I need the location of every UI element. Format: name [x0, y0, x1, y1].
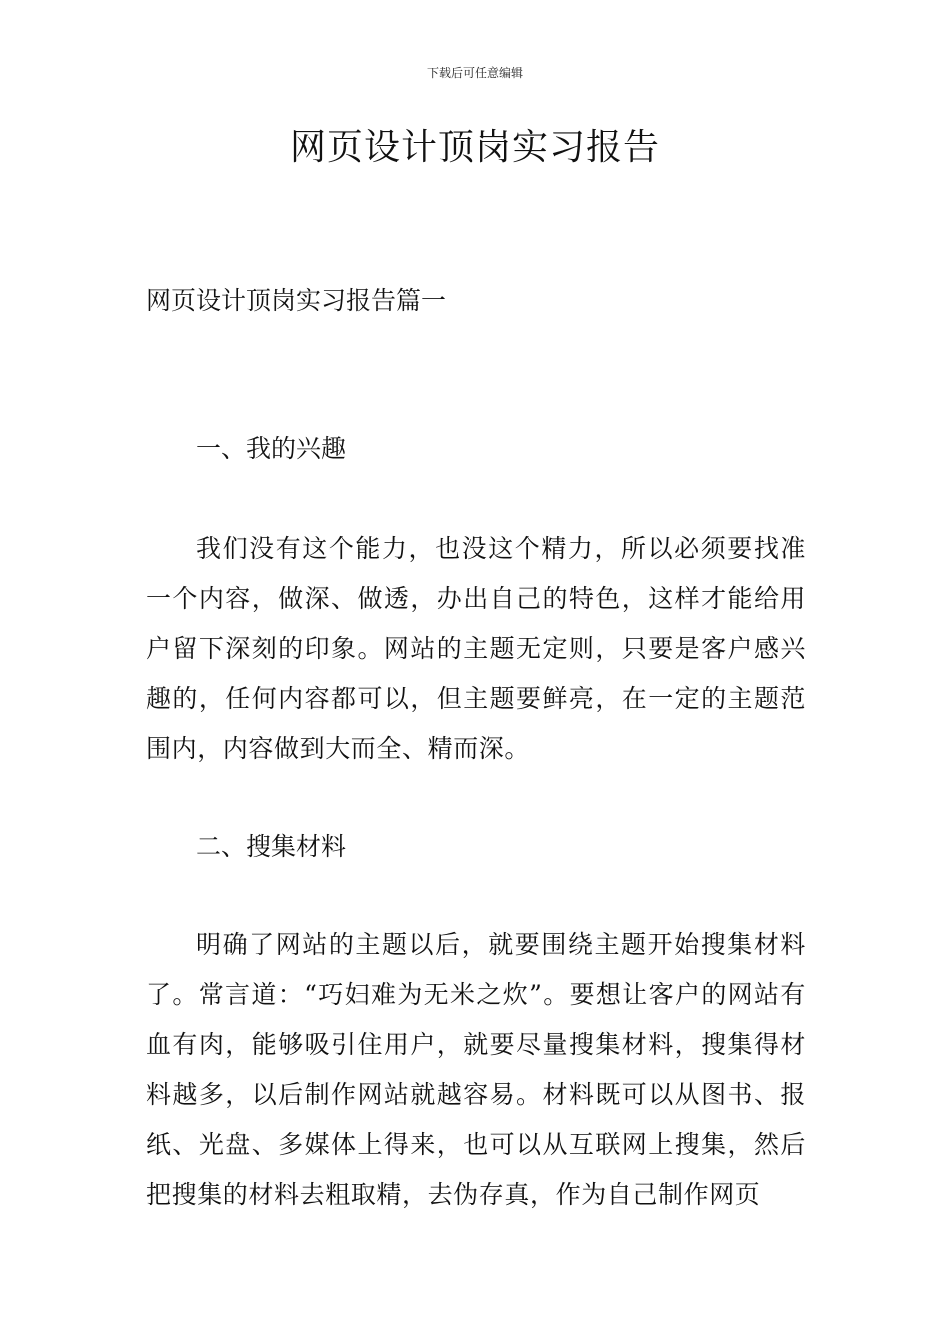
section-paragraph-interest: 我们没有这个能力，也没这个精力，所以必须要找准一个内容，做深、做透，办出自己的特色，这样才能给用户留下深刻的印象。网站的主题无定则，只要是客户感兴趣的，任何内容都可以，但主题要鲜亮，在一定的主题范围内，内容做到大而全、精而深。	[146, 534, 806, 763]
section-heading-materials: 二、搜集材料	[196, 832, 347, 861]
section-paragraph-materials: 明确了网站的主题以后，就要围绕主题开始搜集材料了。常言道：“巧妇难为无米之炊”。要想让客户的网站有血有肉，能够吸引住用户，就要尽量搜集材料，搜集得材料越多，以后制作网站就越容易。材料既可以从图书、报纸、光盘、多媒体上得来，也可以从互联网上搜集，然后把搜集的材料去粗取精，去伪存真，作为自己制作网页	[146, 930, 806, 1209]
section-heading-interest: 一、我的兴趣	[196, 434, 347, 463]
header-note: 下载后可任意编辑	[426, 66, 523, 80]
document-title: 网页设计顶岗实习报告	[289, 127, 660, 168]
document-subtitle: 网页设计顶岗实习报告篇一	[146, 286, 447, 315]
